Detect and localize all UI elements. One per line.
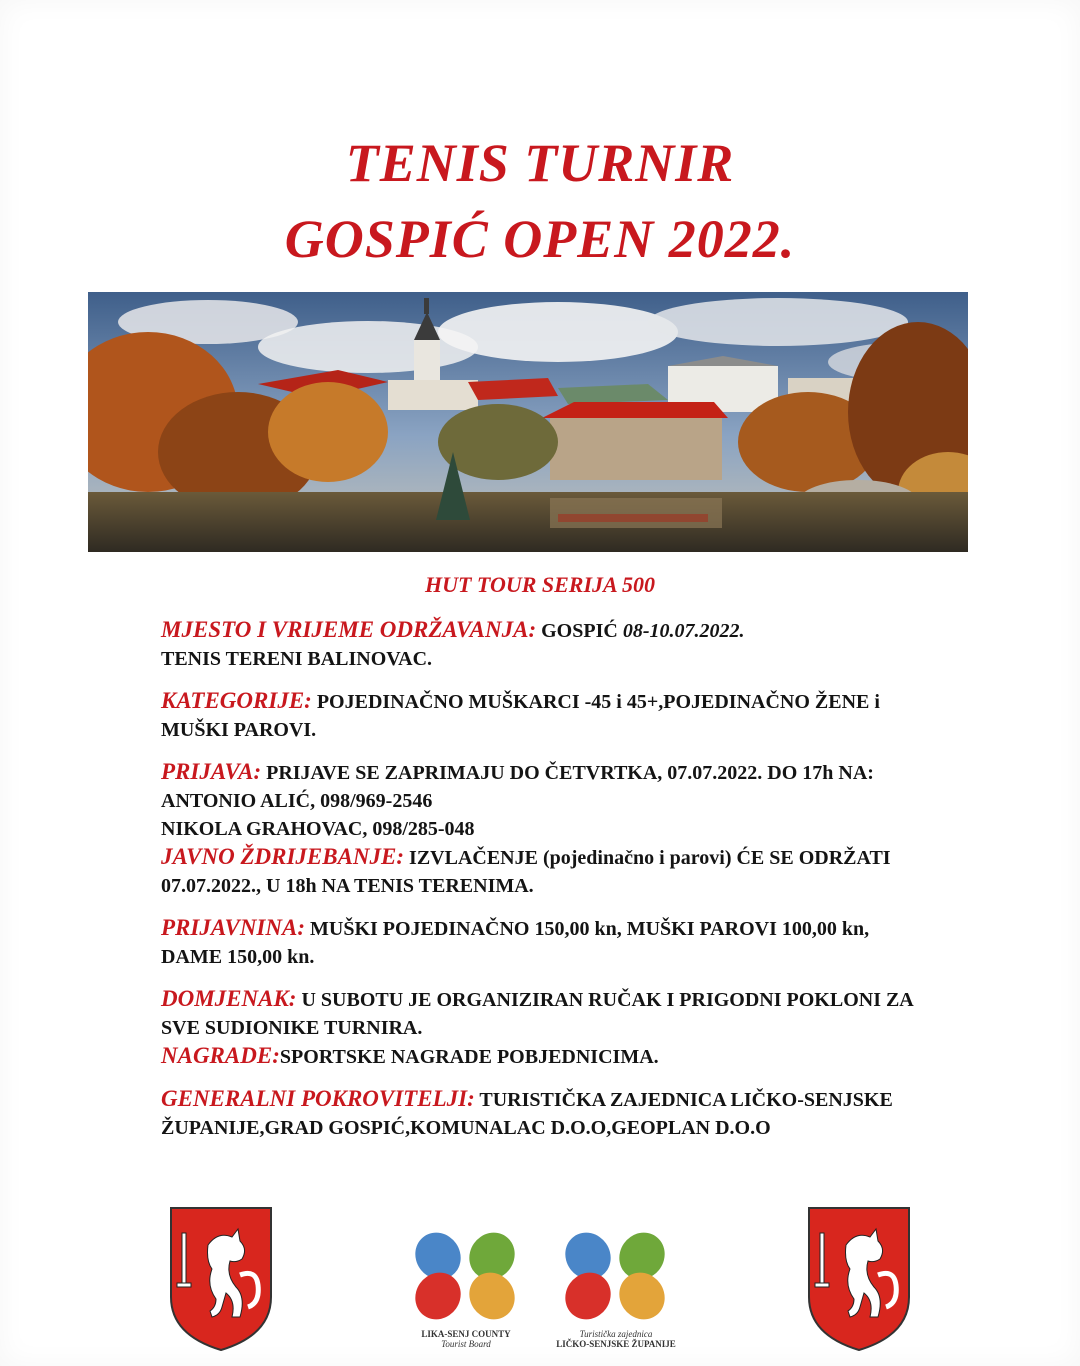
reception-section	[161, 985, 921, 1042]
categories-label: KATEGORIJE:	[161, 688, 312, 713]
venue-label: MJESTO I VRIJEME ODRŽAVANJA:	[161, 617, 537, 642]
poster-title-line2: GOSPIĆ OPEN 2022.	[284, 209, 796, 269]
tournament-info	[161, 616, 921, 1156]
sponsors-label: GENERALNI POKROVITELJI:	[161, 1086, 475, 1111]
turisticka-zajednica-logo	[546, 1228, 686, 1349]
lika-senj-county-logo	[396, 1228, 536, 1349]
tz-caption-1: Turistička zajednica	[579, 1329, 653, 1339]
venue-date: 08-10.07.2022.	[622, 620, 745, 642]
prizes-section	[161, 1042, 921, 1071]
venue-place: GOSPIĆ	[536, 620, 623, 642]
fee-label: PRIJAVNINA:	[161, 915, 305, 940]
sponsors-section	[161, 1085, 921, 1142]
registration-label: PRIJAVA:	[161, 759, 262, 784]
categories-text: POJEDINAČNO MUŠKARCI -45 i 45+,POJEDINAČNO ŽENE i MUŠKI PAROVI.	[161, 691, 880, 741]
series-label: HUT TOUR SERIJA 500	[424, 572, 656, 597]
poster-title-line1: TENIS TURNIR	[345, 133, 735, 193]
draw-section	[161, 843, 921, 900]
fee-section	[161, 914, 921, 971]
town-photo	[88, 292, 968, 552]
draw-text: IZVLAČENJE (pojedinačno i parovi) ĆE SE ODRŽATI 07.07.2022., U 18h NA TENIS TERENIMA.	[161, 847, 891, 897]
reception-text: U SUBOTU JE ORGANIZIRAN RUČAK I PRIGODNI POKLONI ZA SVE SUDIONIKE TURNIRA.	[161, 989, 913, 1039]
venue-line2: TENIS TERENI BALINOVAC.	[161, 648, 433, 670]
tz-caption-2: LIČKO-SENJSKE ŽUPANIJE	[556, 1339, 676, 1349]
lika-senj-caption-2: Tourist Board	[441, 1339, 491, 1349]
venue-section	[161, 616, 921, 645]
prizes-text: SPORTSKE NAGRADE POBJEDNICIMA.	[279, 1046, 659, 1068]
fee-text: MUŠKI POJEDINAČNO 150,00 kn, MUŠKI PAROVI 100,00 kn, DAME 150,00 kn.	[161, 918, 870, 968]
registration-contact-1: ANTONIO ALIĆ, 098/969-2546	[161, 790, 433, 812]
reception-label: DOMJENAK:	[161, 986, 297, 1011]
prizes-label: NAGRADE:	[161, 1043, 280, 1068]
sponsors-text: TURISTIČKA ZAJEDNICA LIČKO-SENJSKE ŽUPANIJE,GRAD GOSPIĆ,KOMUNALAC D.O.O,GEOPLAN D.O.O	[161, 1089, 893, 1139]
draw-label: JAVNO ŽDRIJEBANJE:	[161, 844, 405, 869]
registration-contact-2: NIKOLA GRAHOVAC, 098/285-048	[161, 818, 475, 840]
registration-text: PRIJAVE SE ZAPRIMAJU DO ČETVRTKA, 07.07.2022. DO 17h NA:	[261, 762, 874, 784]
gospic-coat-of-arms-left	[168, 1205, 274, 1353]
registration-section	[161, 758, 921, 787]
categories-section	[161, 687, 921, 744]
gospic-coat-of-arms-right	[806, 1205, 912, 1353]
lika-senj-caption-1: LIKA-SENJ COUNTY	[421, 1329, 511, 1339]
